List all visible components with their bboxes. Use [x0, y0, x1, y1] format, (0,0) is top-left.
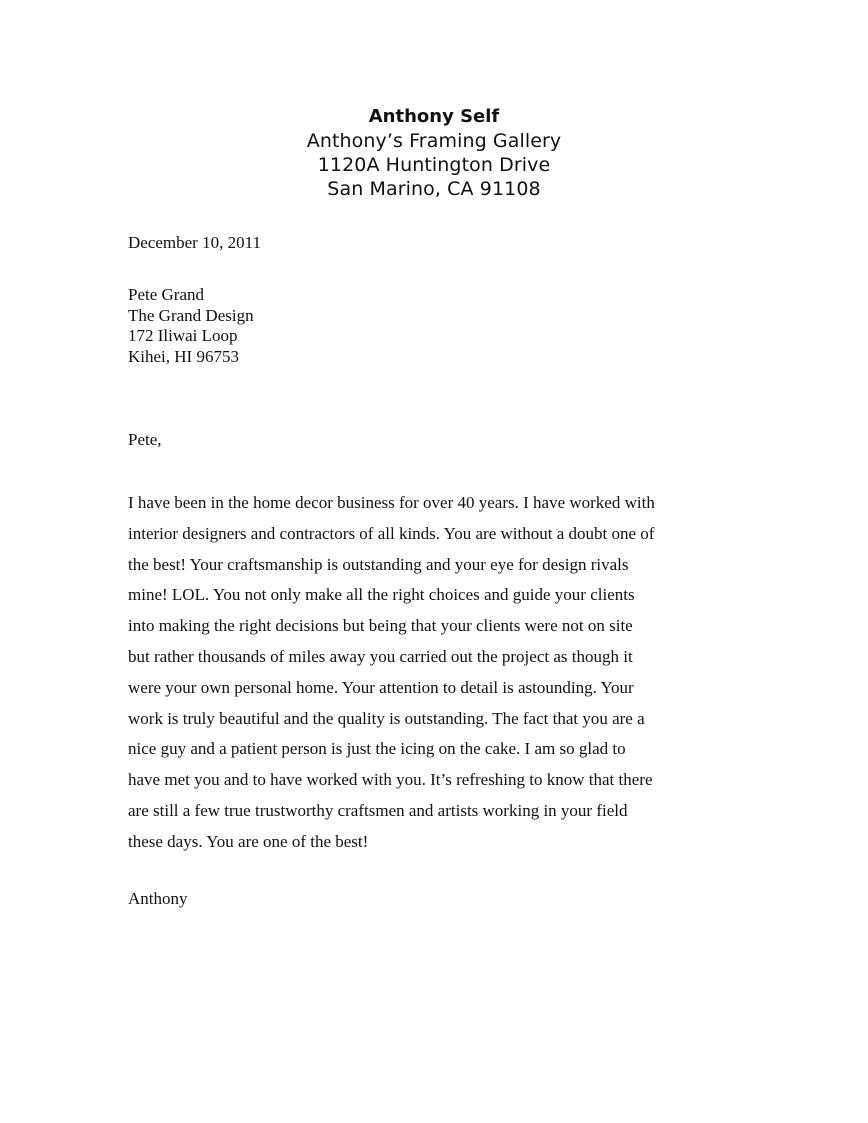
body-line: nice guy and a patient person is just the icing on the cake. I am so glad to — [128, 739, 626, 759]
sender-company: Anthony’s Framing Gallery — [306, 130, 562, 152]
body-line: are still a few true trustworthy craftsmen and artists working in your field — [128, 800, 628, 820]
recipient-street: 172 Iliwai Loop — [128, 326, 238, 345]
sender-city: San Marino, CA 91108 — [327, 178, 541, 200]
body-line: I have been in the home decor business for over 40 years. I have worked with — [128, 493, 655, 512]
body-line: into making the right decisions but being that your clients were not on site — [128, 616, 633, 636]
letterhead — [0, 105, 868, 201]
letter-date: December 10, 2011 — [128, 233, 261, 252]
recipient-city: Kihei, HI 96753 — [128, 346, 239, 366]
body-line: mine! LOL. You not only make all the right choices and guide your clients — [128, 585, 635, 605]
letter-body — [128, 488, 746, 858]
sender-name: Anthony Self — [368, 106, 500, 127]
body-line: the best! Your craftsmanship is outstanding and your eye for design rivals — [128, 554, 629, 574]
body-line: these days. You are one of the best! — [128, 831, 369, 851]
body-line: but rather thousands of miles away you carried out the project as though it — [128, 646, 633, 666]
sender-street: 1120A Huntington Drive — [317, 154, 551, 176]
body-line: have met you and to have worked with you. It’s refreshing to know that there — [128, 770, 653, 790]
recipient-company: The Grand Design — [128, 305, 254, 325]
body-line: were your own personal home. Your attention to detail is astounding. Your — [128, 677, 634, 697]
recipient-address — [128, 285, 254, 367]
body-line: work is truly beautiful and the quality is outstanding. The fact that you are a — [128, 708, 645, 728]
recipient-name: Pete Grand — [128, 285, 205, 304]
signature: Anthony — [128, 889, 188, 908]
body-line: interior designers and contractors of all kinds. You are without a doubt one of — [128, 523, 655, 543]
salutation: Pete, — [128, 430, 162, 449]
